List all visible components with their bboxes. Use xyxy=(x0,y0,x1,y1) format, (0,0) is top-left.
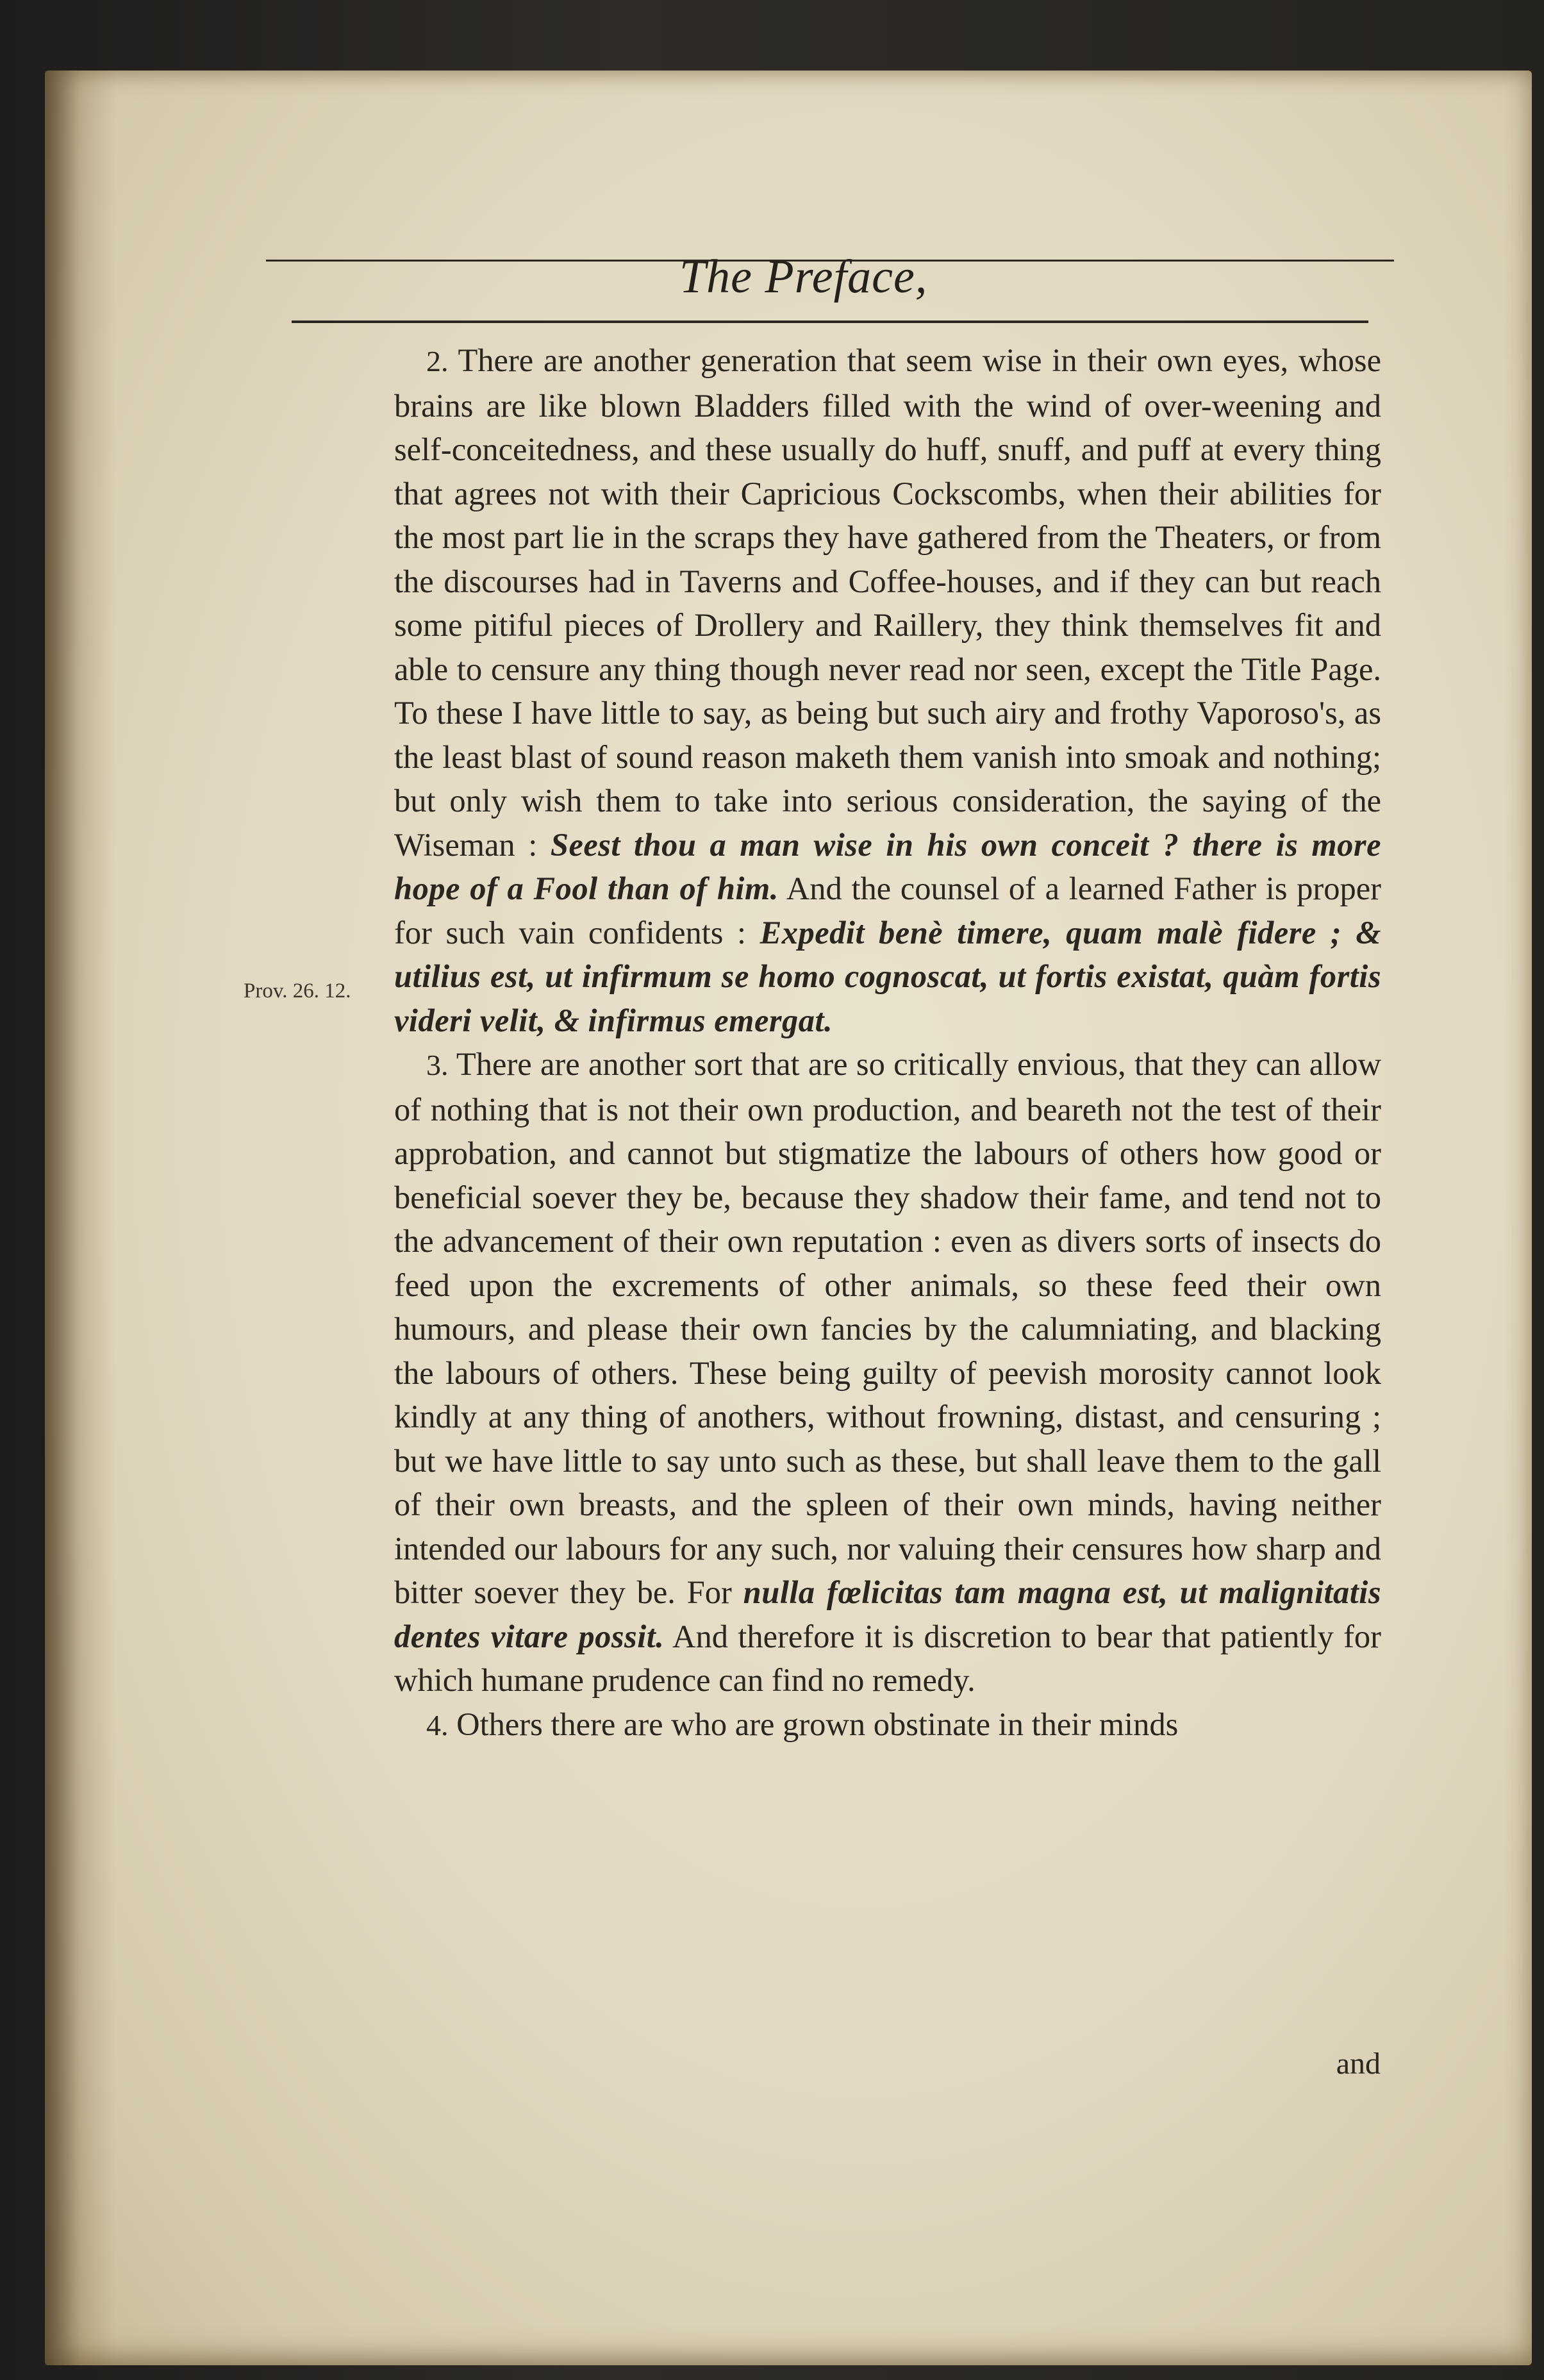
latin-quotation: nulla fœlicitas tam magna est, ut malignitatis dentes vitare possit. xyxy=(394,1574,1381,1654)
paragraph-number: 2. xyxy=(426,345,449,378)
paragraph-text: There are another generation that seem wise in their own eyes, whose brains are like blown Bladders filled with the wind of over-weening and self-conceitedness, and these usually do huff, snuff, and puff at every thing that agrees not with their Capricious Cockscombs, when their abilities for the most part lie in the scraps they have gathered from the Theaters, or from the discourses had in Taverns and Coffee-houses, and if they can but reach some pitiful pieces of Drollery and Raillery, they think themselves fit and able to censure any thing though never read nor seen, except the Title Page. To these I have little to say, as being but such airy and frothy Vaporoso's, as the least blast of sound reason maketh them vanish into smoak and nothing; but only wish them to take into serious consideration, the saying of the Wiseman : xyxy=(394,342,1381,863)
paragraph-number: 3. xyxy=(426,1049,449,1081)
paragraph-3 xyxy=(394,1042,1381,1702)
latin-quotation: Expedit benè timere, quam malè fidere ; & utilius est, ut infirmum se homo cognoscat, ut fortis existat, quàm fortis videri velit, & infirmus emergat. xyxy=(394,914,1381,1038)
margin-note: Prov. 26. 12. xyxy=(244,979,351,1003)
catchword: and xyxy=(1336,2047,1381,2081)
paragraph-text: And the counsel of a learned Father is proper for such vain confidents : xyxy=(394,870,1381,951)
paragraph-text: There are another sort that are so critically envious, that they can allow of nothing that is not their own production, and beareth not the test of their approbation, and cannot but stigmatize the labours of others how good or beneficial soever they be, because they shadow their fame, and tend not to the advancement of their own reputation : even as divers sorts of insects do feed upon the excrements of other animals, so these feed their own humours, and please their own fancies by the calumniating, and blacking the labours of others. These being guilty of peevish morosity cannot look kindly at any thing of anothers, without frowning, distast, and censuring ; but we have little to say unto such as these, but shall leave them to the gall of their own breasts, and the spleen of their own minds, having neither intended our labours for any such, nor valuing their censures how sharp and bitter soever they be. For xyxy=(394,1046,1381,1610)
header-rule-bottom xyxy=(292,320,1368,323)
paragraph-text: And therefore it is discretion to bear that patiently for which humane prudence can find no remedy. xyxy=(394,1618,1381,1698)
paragraph-2 xyxy=(394,338,1381,1042)
paragraph-text: Others there are who are grown obstinate in their minds xyxy=(448,1706,1179,1742)
paragraph-number: 4. xyxy=(426,1708,449,1742)
preface-body-text xyxy=(394,338,1381,1747)
latin-quotation: Seest thou a man wise in his own conceit ? there is more hope of a Fool than of him. xyxy=(394,826,1382,906)
page-gutter-shadow xyxy=(45,71,115,2365)
paragraph-4 xyxy=(394,1702,1381,1748)
running-head: The Preface, xyxy=(679,251,928,303)
